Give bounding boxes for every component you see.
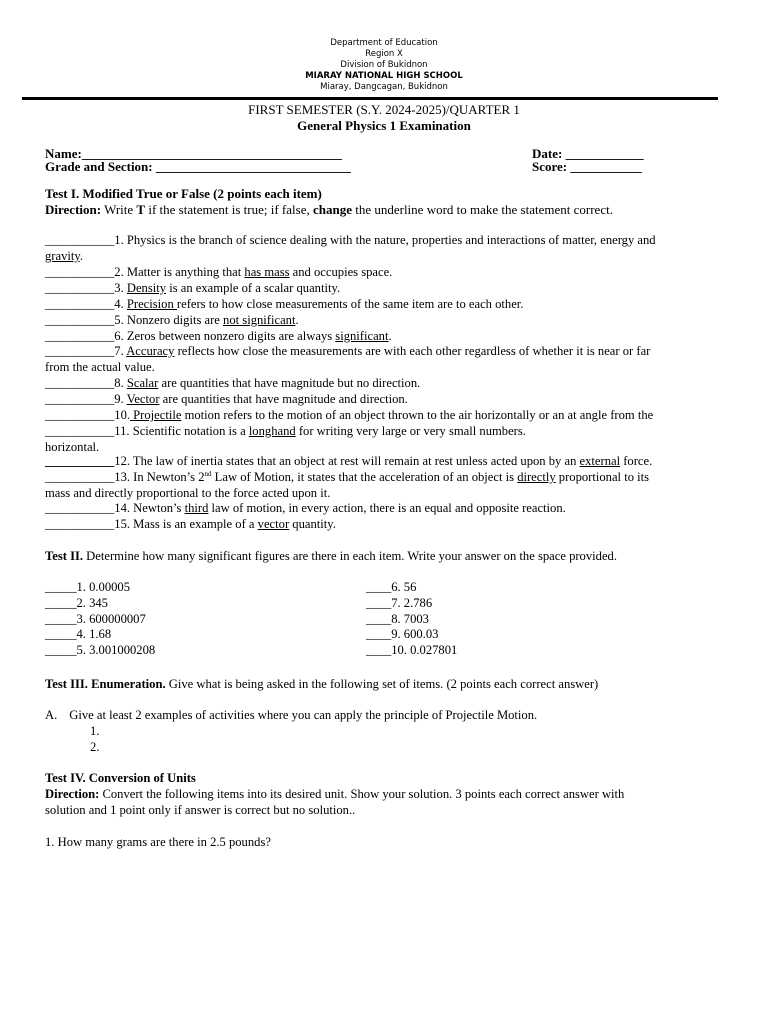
item-text: from the actual value.: [45, 359, 155, 374]
grade-line: ______________________________: [155, 159, 351, 174]
answer-blank: ___________: [45, 281, 115, 295]
item-number: 14.: [114, 501, 131, 515]
score-field: [532, 159, 642, 174]
answer-blank: ____: [366, 595, 392, 610]
score-line: ___________: [570, 159, 642, 174]
direction-text: solution and 1 point only if answer is correct but no solution..: [45, 802, 356, 817]
item-text: Matter is anything that: [123, 265, 245, 279]
item-number: 12.: [114, 454, 131, 468]
underlined-word: directly: [517, 470, 556, 484]
sigfig-item: [45, 643, 155, 659]
tf-item-10: [45, 408, 723, 424]
date-label: Date:: [532, 146, 563, 161]
tf-item-14: [45, 501, 723, 517]
enumeration-a: [45, 708, 723, 724]
tf-item-15: [45, 517, 723, 533]
item-text: .: [79, 248, 84, 263]
item-text: .: [388, 329, 392, 343]
item-text: .: [295, 313, 299, 327]
direction-text: Convert the following items into its desired unit. Show your solution. 3 points each correct answer with: [99, 787, 625, 801]
sigfig-item: [45, 596, 155, 612]
department-line: Department of Education: [330, 38, 438, 48]
test4-direction: [45, 787, 723, 819]
item-number: 9.: [114, 392, 124, 406]
direction-text: Write: [101, 202, 137, 217]
school-name: MIARAY NATIONAL HIGH SCHOOL: [305, 71, 463, 81]
item-number: 6.: [114, 329, 124, 343]
item-text: Physics is the branch of science dealing with the nature, properties and interactions of matter, energy and: [123, 233, 656, 247]
item-text: are quantities that have magnitude but no direction.: [158, 376, 421, 390]
sigfig-item: [366, 612, 457, 628]
item-text: proportional to its: [555, 470, 650, 484]
answer-blank: ___________: [45, 501, 115, 515]
test2-direction: Determine how many significant figures are there in each item. Write your answer on the space provided.: [83, 549, 617, 563]
tf-item-1: [45, 233, 723, 265]
item-number: 3.: [114, 281, 124, 295]
tf-item-12: [45, 454, 723, 470]
item-text: Nonzero digits are: [123, 313, 224, 327]
tf-item-2: [45, 265, 723, 281]
direction-text: if the statement is true; if false,: [145, 202, 313, 217]
item-number: 7.: [114, 344, 124, 358]
item-text: 8. 7003: [391, 611, 429, 626]
underlined-word: external: [579, 454, 621, 468]
test1-direction: [45, 202, 613, 217]
answer-blank: ___________: [45, 470, 115, 484]
item-number: 13.: [114, 470, 131, 484]
item-text: 3. 600000007: [76, 611, 146, 626]
item-number: 2.: [114, 265, 124, 279]
underlined-word: Density: [126, 281, 167, 295]
underlined-word: Projectile: [133, 408, 182, 422]
item-text: force.: [620, 454, 653, 468]
direction-text: the underline word to make the statement correct.: [351, 202, 613, 217]
test2-heading-line: [45, 549, 723, 565]
answer-blank: ____: [366, 643, 392, 658]
item-text: 4. 1.68: [76, 627, 112, 642]
grade-section-field: [45, 159, 351, 174]
item-text: 7. 2.786: [391, 595, 433, 610]
sigfig-item: [366, 596, 457, 612]
item-number: 10.: [114, 408, 131, 422]
item-text: is an example of a scalar quantity.: [166, 281, 341, 295]
item-text: 6. 56: [391, 580, 417, 594]
sigfig-item: [366, 643, 457, 659]
sigfig-item: [366, 580, 457, 596]
underlined-word: third: [184, 501, 209, 515]
item-text: Mass is an example of a: [130, 517, 258, 531]
item-text: Law of Motion, it states that the acceleration of an object is: [211, 470, 518, 484]
exam-title: General Physics 1 Examination: [297, 118, 471, 133]
underlined-word: significant: [335, 329, 389, 343]
test3-heading: Test III. Enumeration.: [45, 677, 166, 691]
item-text: horizontal.: [45, 439, 100, 454]
tf-item-6: [45, 329, 723, 345]
direction-label: Direction:: [45, 787, 100, 801]
item-text: reflects how close the measurements are with each other regardless of whether it is near or far: [174, 344, 651, 358]
underlined-word: not significant: [223, 313, 296, 327]
tf-item-11: [45, 424, 723, 456]
underlined-word: longhand: [248, 424, 296, 438]
item-number: 11.: [114, 424, 130, 438]
item-text: motion refers to the motion of an object thrown to the air horizontally or an at angle from the: [181, 408, 654, 422]
answer-blank: ___________: [45, 329, 115, 343]
item-text: 10. 0.027801: [391, 643, 458, 658]
direction-label: Direction:: [45, 202, 102, 217]
answer-blank: ____: [366, 627, 392, 642]
test4-heading: Test IV. Conversion of Units: [45, 771, 196, 785]
underlined-word: vector: [257, 517, 290, 531]
item-text: quantity.: [289, 517, 336, 531]
tf-item-7: [45, 344, 723, 376]
answer-blank: _____: [45, 643, 77, 658]
underlined-word: gravity: [45, 248, 80, 263]
test2-left-column: [45, 580, 155, 659]
test2-right-column: [366, 580, 457, 659]
answer-blank: ___________: [45, 424, 115, 438]
answer-blank: _____: [45, 595, 77, 610]
underlined-word: Accuracy: [126, 344, 175, 358]
answer-blank: ___________: [45, 376, 115, 390]
sigfig-item: [45, 580, 155, 596]
tf-item-13: [45, 470, 723, 502]
item-text: 5. 3.001000208: [76, 643, 156, 658]
superscript: nd: [204, 469, 212, 478]
answer-blank: ___________: [45, 344, 115, 358]
item-text: In Newton’s 2: [130, 470, 205, 484]
item-text: Zeros between nonzero digits are always: [123, 329, 336, 343]
answer-blank: ____: [366, 580, 392, 594]
item-text: Give at least 2 examples of activities where you can apply the principle of Projectile Motion.: [69, 708, 538, 722]
answer-blank: ___________: [45, 454, 115, 468]
sigfig-item: [45, 612, 155, 628]
region-line: Region X: [365, 49, 403, 59]
direction-change: change: [312, 202, 352, 217]
direction-t: T: [136, 202, 146, 217]
item-number: 8.: [114, 376, 124, 390]
answer-blank: _____: [45, 580, 77, 594]
sigfig-item: [45, 627, 155, 643]
item-text: mass and directly proportional to the force acted upon it.: [45, 485, 331, 500]
answer-blank: ___________: [45, 233, 115, 247]
answer-blank: ___________: [45, 313, 115, 327]
grade-label: Grade and Section:: [45, 159, 153, 174]
semester-line: FIRST SEMESTER (S.Y. 2024-2025)/QUARTER 1: [248, 102, 520, 117]
item-number: 1.: [114, 233, 124, 247]
tf-item-9: [45, 392, 723, 408]
name-label: Name:: [45, 146, 82, 161]
enumeration-sub-2: 2.: [90, 740, 100, 754]
tf-item-3: [45, 281, 723, 297]
header-divider: [22, 97, 718, 100]
underlined-word: Precision: [126, 297, 177, 311]
letterhead: [0, 38, 768, 93]
answer-blank: ___________: [45, 408, 115, 422]
school-address: Miaray, Dangcagan, Bukidnon: [320, 82, 448, 92]
item-text: Scientific notation is a: [129, 424, 249, 438]
answer-blank: ___________: [45, 297, 115, 311]
item-text: for writing very large or very small numbers.: [295, 424, 526, 438]
underlined-word: Scalar: [126, 376, 159, 390]
test2-heading: Test II.: [45, 549, 84, 563]
answer-blank: _____: [45, 611, 77, 626]
test3-direction: Give what is being asked in the following set of items. (2 points each correct answer): [165, 677, 599, 691]
item-text: 1. 0.00005: [76, 580, 131, 594]
item-label: A.: [45, 708, 58, 722]
answer-blank: ___________: [45, 517, 115, 531]
item-number: 15.: [114, 517, 131, 531]
test1-heading: Test I. Modified True or False (2 points each item): [45, 186, 322, 201]
item-text: and occupies space.: [289, 265, 393, 279]
item-number: 4.: [114, 297, 124, 311]
tf-item-4: [45, 297, 723, 313]
item-text: 2. 345: [76, 595, 108, 610]
underlined-word: has mass: [244, 265, 290, 279]
test3-heading-line: [45, 677, 723, 693]
item-text: The law of inertia states that an object at rest will remain at rest unless acted upon by an: [130, 454, 580, 468]
item-text: refers to how close measurements of the same item are to each other.: [176, 297, 524, 311]
score-label: Score:: [532, 159, 568, 174]
item-text: 9. 600.03: [391, 627, 439, 642]
answer-blank: ____: [366, 611, 392, 626]
item-text: are quantities that have magnitude and direction.: [159, 392, 408, 406]
tf-item-8: [45, 376, 723, 392]
answer-blank: _____: [45, 627, 77, 642]
name-line: ________________________________________: [81, 146, 342, 161]
item-text: Newton’s: [130, 501, 185, 515]
enumeration-sub-1: 1.: [90, 724, 100, 738]
tf-item-5: [45, 313, 723, 329]
answer-blank: ___________: [45, 392, 115, 406]
answer-blank: ___________: [45, 265, 115, 279]
item-text: law of motion, in every action, there is an equal and opposite reaction.: [208, 501, 566, 515]
underlined-word: Vector: [126, 392, 160, 406]
date-line: ____________: [565, 146, 644, 161]
division-line: Division of Bukidnon: [340, 60, 428, 70]
item-number: 5.: [114, 313, 124, 327]
conversion-question-1: 1. How many grams are there in 2.5 pounds?: [45, 835, 271, 849]
sigfig-item: [366, 627, 457, 643]
